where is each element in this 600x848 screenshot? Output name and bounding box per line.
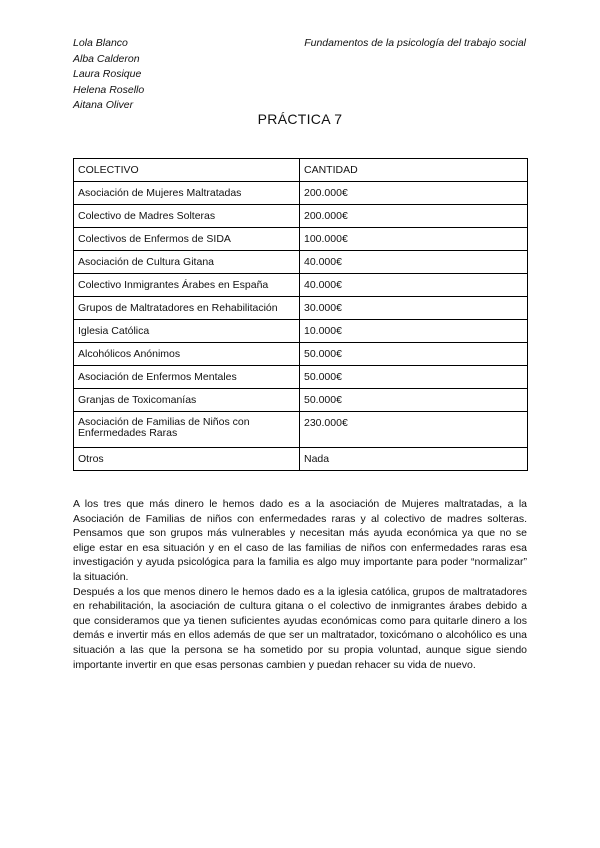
table-row bbox=[74, 366, 528, 389]
row-colectivo: Colectivo de Madres Solteras bbox=[74, 205, 300, 228]
row-cantidad: 200.000€ bbox=[300, 205, 528, 228]
table-row bbox=[74, 274, 528, 297]
row-colectivo: Asociación de Familias de Niños con Enfermedades Raras bbox=[74, 412, 300, 448]
table-header-row bbox=[74, 159, 528, 182]
header-cell-colectivo: COLECTIVO bbox=[74, 159, 300, 182]
paragraph: Después a los que menos dinero le hemos dado es a la iglesia católica, grupos de maltratadores en rehabilitación, la asociación de cultura gitana o el colectivo de inmigrantes árabes debido a que consideramos que ya tienen suficientes ayudas económicas como para quitarle dinero a los demás e invertir más en ellos además de que ser un maltratador, toxicómano o alcohólico es una situación a las que la persona se ha sometido por su propia voluntad, aunque sigue siendo importante invertir en que esas personas cambien y puedan rehacer su vida de nuevo. bbox=[73, 585, 527, 671]
body-text bbox=[73, 497, 527, 672]
table-row bbox=[74, 251, 528, 274]
table-row bbox=[74, 412, 528, 448]
row-colectivo: Alcohólicos Anónimos bbox=[74, 343, 300, 366]
row-cantidad: 230.000€ bbox=[300, 412, 528, 448]
budget-table bbox=[73, 158, 528, 471]
row-colectivo: Asociación de Cultura Gitana bbox=[74, 251, 300, 274]
row-cantidad: 40.000€ bbox=[300, 274, 528, 297]
table-row bbox=[74, 205, 528, 228]
course-title: Fundamentos de la psicología del trabajo social bbox=[304, 37, 526, 49]
row-cantidad: Nada bbox=[300, 448, 528, 471]
row-colectivo: Colectivos de Enfermos de SIDA bbox=[74, 228, 300, 251]
row-cantidad: 100.000€ bbox=[300, 228, 528, 251]
row-colectivo: Grupos de Maltratadores en Rehabilitación bbox=[74, 297, 300, 320]
header-cell-cantidad: CANTIDAD bbox=[300, 159, 528, 182]
table-row bbox=[74, 343, 528, 366]
author-name: Laura Rosique bbox=[73, 68, 142, 80]
author-name: Alba Calderon bbox=[73, 52, 140, 65]
row-cantidad: 50.000€ bbox=[300, 389, 528, 412]
table-row bbox=[74, 297, 528, 320]
row-cantidad: 10.000€ bbox=[300, 320, 528, 343]
author-name: Lola Blanco bbox=[73, 37, 128, 49]
row-cantidad: 30.000€ bbox=[300, 297, 528, 320]
authors-list bbox=[73, 36, 144, 114]
row-cantidad: 50.000€ bbox=[300, 343, 528, 366]
row-colectivo: Asociación de Enfermos Mentales bbox=[74, 366, 300, 389]
row-colectivo: Granjas de Toxicomanías bbox=[74, 389, 300, 412]
page-title: PRÁCTICA 7 bbox=[257, 111, 343, 127]
paragraph: A los tres que más dinero le hemos dado es a la asociación de Mujeres maltratadas, a la Asociación de Familias de niños con enfermedades raras y al colectivo de madres solteras. Pensamos que son grupos más vulnerables y necesitan más ayuda económica ya que no se elige estar en esa situación y en el caso de las familias de niños con enfermedades raras esa investigación y ayuda psicológica para la familia es algo muy importante para poder “normalizar” la situación. bbox=[73, 498, 527, 583]
row-colectivo: Asociación de Mujeres Maltratadas bbox=[74, 182, 300, 205]
row-colectivo: Iglesia Católica bbox=[74, 320, 300, 343]
row-cantidad: 200.000€ bbox=[300, 182, 528, 205]
table-row bbox=[74, 320, 528, 343]
table-row bbox=[74, 228, 528, 251]
author-name: Helena Rosello bbox=[73, 83, 145, 96]
table-row bbox=[74, 182, 528, 205]
row-cantidad: 50.000€ bbox=[300, 366, 528, 389]
row-colectivo: Colectivo Inmigrantes Árabes en España bbox=[74, 274, 300, 297]
row-colectivo: Otros bbox=[74, 448, 300, 471]
row-cantidad: 40.000€ bbox=[300, 251, 528, 274]
table-row bbox=[74, 389, 528, 412]
table-row bbox=[74, 448, 528, 471]
author-name: Aitana Oliver bbox=[73, 99, 134, 111]
